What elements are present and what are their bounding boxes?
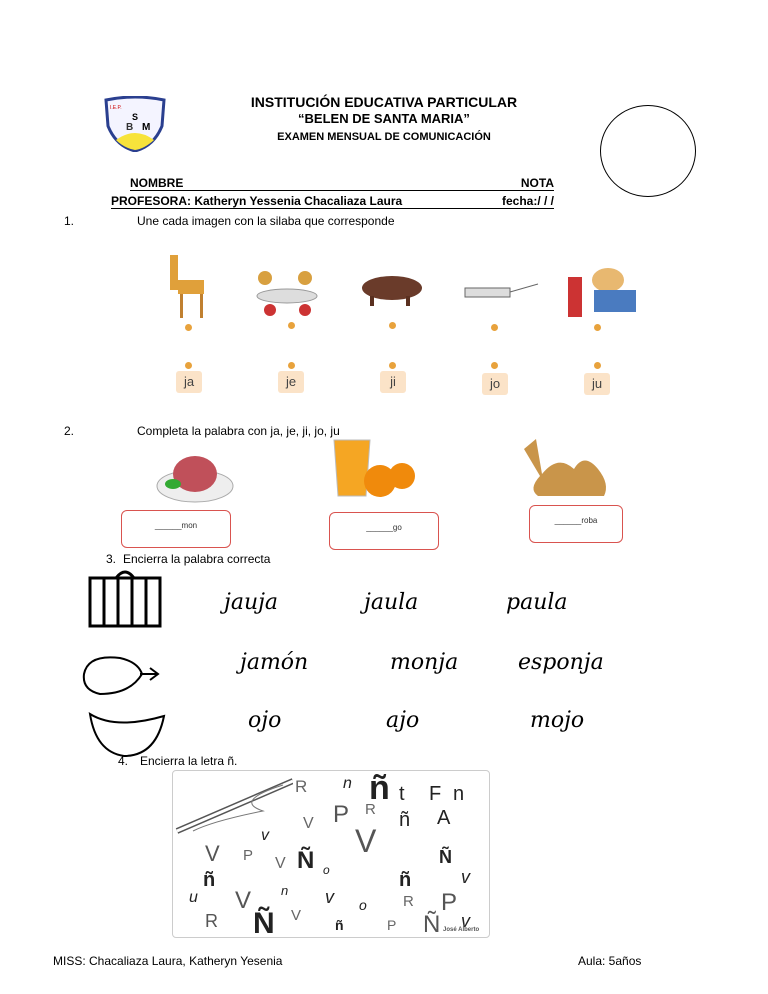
q1-instruction: Une cada imagen con la silaba que corresponde (137, 214, 395, 228)
letter[interactable]: v (461, 911, 470, 931)
word-option[interactable]: ojo (248, 708, 282, 733)
letter[interactable]: ñ (369, 769, 390, 807)
letter[interactable]: V (275, 855, 286, 872)
syringe-image (460, 278, 540, 308)
orange-juice-image (330, 436, 420, 500)
q2-instruction: Completa la palabra con ja, je, ji, jo, ju (137, 424, 340, 438)
letter[interactable]: P (387, 917, 397, 933)
cage-icon (86, 566, 164, 628)
letter[interactable]: u (189, 889, 198, 906)
match-dot[interactable] (594, 324, 601, 331)
match-dot[interactable] (594, 362, 601, 369)
svg-text:I.E.P.: I.E.P. (110, 105, 122, 111)
letter[interactable]: t (399, 783, 405, 805)
letter[interactable]: n (281, 883, 289, 898)
banana-icon (86, 706, 168, 760)
puzzle-credit: José Alberto (443, 927, 480, 933)
q4-instruction: Encierra la letra ñ. (140, 754, 238, 768)
blank-box[interactable]: ______roba (529, 505, 623, 543)
syllable-card: jo (482, 373, 508, 395)
letter[interactable]: V (291, 907, 302, 924)
school-name: INSTITUCIÓN EDUCATIVA PARTICULAR (250, 94, 518, 110)
school-name-2: “BELEN DE SANTA MARIA” (298, 111, 470, 126)
letter[interactable]: n (343, 775, 352, 792)
letter[interactable]: Ñ (439, 847, 452, 867)
letter[interactable]: R (365, 801, 376, 818)
letter[interactable]: ñ (399, 869, 412, 891)
letter[interactable]: ñ (335, 917, 344, 933)
name-line[interactable] (130, 176, 554, 191)
grade-circle (600, 105, 696, 197)
ham-image (155, 446, 235, 506)
match-dot[interactable] (389, 322, 396, 329)
letter[interactable]: ñ (399, 809, 411, 831)
letter[interactable]: A (437, 807, 451, 829)
letter[interactable]: Ñ (253, 907, 275, 940)
letter[interactable]: Ñ (423, 911, 441, 938)
letter[interactable]: V (303, 815, 314, 832)
jewelry-image (250, 268, 325, 318)
match-dot[interactable] (185, 362, 192, 369)
teacher-line (111, 194, 554, 209)
letter[interactable]: ñ (203, 869, 216, 891)
letter[interactable]: R (295, 777, 308, 796)
letter[interactable]: v (261, 827, 269, 844)
q4-number: 4. (118, 754, 129, 768)
camel-image (518, 434, 614, 504)
syllable-card: ju (584, 373, 610, 395)
toys-image (564, 262, 639, 320)
match-dot[interactable] (491, 324, 498, 331)
letter[interactable]: R (403, 893, 414, 910)
mango-icon (80, 650, 162, 698)
letter[interactable]: V (355, 823, 377, 859)
letter[interactable]: P (243, 847, 254, 864)
match-dot[interactable] (185, 324, 192, 331)
syllable-card: ji (380, 371, 406, 393)
exam-title: EXAMEN MENSUAL DE COMUNICACIÓN (277, 131, 491, 143)
svg-text:B: B (126, 122, 134, 133)
nota-label: NOTA (520, 176, 554, 190)
q1-number: 1. (64, 214, 75, 228)
letter[interactable]: V (205, 841, 220, 866)
match-dot[interactable] (389, 362, 396, 369)
word-option[interactable]: mojo (530, 708, 585, 733)
letter[interactable]: v (325, 887, 334, 907)
word-option[interactable]: esponja (518, 650, 604, 675)
blank-box[interactable]: ______go (329, 512, 439, 550)
svg-text:M: M (142, 122, 151, 133)
q3-instruction: Encierra la palabra correcta (123, 552, 271, 566)
syllable-card: ja (176, 371, 202, 393)
letter[interactable]: Ñ (297, 847, 315, 874)
giraffe-image (160, 250, 222, 322)
letter[interactable]: P (333, 801, 350, 828)
boar-image (356, 270, 428, 310)
match-dot[interactable] (288, 322, 295, 329)
nombre-label: NOMBRE (130, 176, 184, 190)
letter[interactable]: R (205, 911, 218, 931)
fishing-rod-icon (173, 771, 293, 851)
word-option[interactable]: paula (506, 590, 568, 615)
match-dot[interactable] (288, 362, 295, 369)
blank-box[interactable]: ______mon (121, 510, 231, 548)
date-field[interactable]: fecha:/ / / (501, 194, 554, 208)
letter-puzzle (172, 770, 490, 938)
letter[interactable]: n (453, 783, 465, 805)
footer-classroom: Aula: 5años (578, 954, 642, 968)
letter[interactable]: v (461, 867, 470, 887)
footer-teacher: MISS: Chacaliaza Laura, Katheryn Yesenia (53, 954, 283, 968)
letter[interactable]: F (429, 783, 442, 805)
letter[interactable]: o (359, 897, 367, 913)
letter[interactable]: P (441, 889, 458, 916)
letter[interactable]: o (323, 863, 330, 877)
word-option[interactable]: ajo (386, 708, 420, 733)
word-option[interactable]: jaula (364, 590, 419, 615)
word-option[interactable]: jauja (224, 590, 279, 615)
word-option[interactable]: monja (390, 650, 459, 675)
match-dot[interactable] (491, 362, 498, 369)
svg-text:S: S (132, 112, 139, 122)
teacher-name: PROFESORA: Katheryn Yessenia Chacaliaza Laura (111, 194, 403, 208)
word-option[interactable]: jamón (240, 650, 309, 675)
q2-number: 2. (64, 424, 75, 438)
q3-number: 3. (106, 552, 117, 566)
letter[interactable]: V (235, 887, 252, 914)
syllable-card: je (278, 371, 304, 393)
